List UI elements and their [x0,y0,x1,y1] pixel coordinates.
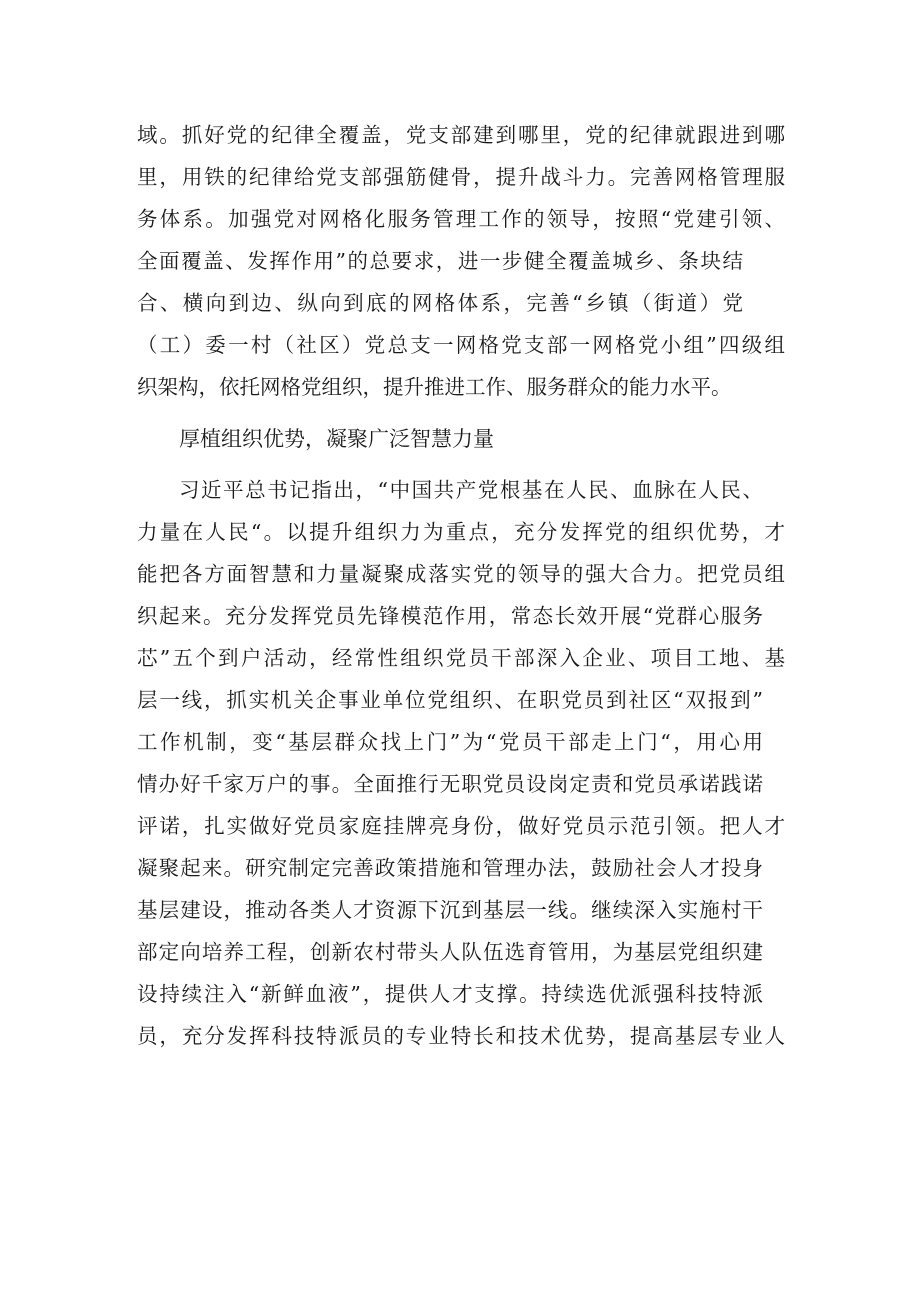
text-line: 能把各方面智慧和力量凝聚成落实党的领导的强大合力。把党员组 [137,562,785,586]
text-line [137,1057,763,1099]
text-line: 凝聚起来。研究制定完善政策措施和管理办法，鼓励社会人才投身 [137,856,763,880]
text-line: 里，用铁的纪律给党支部强筋健骨，提升战斗力。完善网格管理服 [137,165,785,189]
text-line: （工）委一村（社区）党总支一网格党支部一网格党小组”四级组 [137,333,785,357]
text-line: 务体系。加强党对网格化服务管理工作的领导，按照“党建引领、 [137,207,785,231]
text-line: 织架构，依托网格党组织，提升推进工作、服务群众的能力水平。 [137,375,732,399]
text-line: 基层建设，推动各类人才资源下沉到基层一线。继续深入实施村干 [137,898,763,922]
text-line: 设持续注入“新鲜血液”，提供人才支撑。持续选优派强科技特派 [137,982,763,1006]
text-line: 力量在人民“。以提升组织力为重点，充分发挥党的组织优势，才 [137,520,785,544]
text-line: 芯”五个到户活动，经常性组织党员干部深入企业、项目工地、基 [137,646,785,670]
text-line: 评诺，扎实做好党员家庭挂牌亮身份，做好党员示范引领。把人才 [137,814,785,838]
text-line: 域。抓好党的纪律全覆盖，党支部建到哪里，党的纪律就跟进到哪 [137,123,785,147]
text-line: 习近平总书记指出，“中国共产党根基在人民、血脉在人民、 [179,478,763,502]
section-heading: 厚植组织优势，凝聚广泛智慧力量 [179,427,494,451]
text-line: 层一线，抓实机关企事业单位党组织、在职党员到社区“双报到” [137,688,763,712]
text-line: 工作机制，变“基层群众找上门”为“党员干部走上门“，用心用 [137,730,763,754]
text-line: 合、横向到边、纵向到底的网格体系，完善“乡镇（街道）党 [137,291,743,315]
text-line [137,1099,763,1141]
text-line: 全面覆盖、发挥作用”的总要求，进一步健全覆盖城乡、条块结 [137,249,743,273]
text-line: 员，充分发挥科技特派员的专业特长和技术优势，提高基层专业人 [137,1024,785,1048]
text-line: 织起来。充分发挥党员先锋模范作用，常态长效开展“党群心服务 [137,604,763,628]
text-line: 情办好千家万户的事。全面推行无职党员设岗定责和党员承诺践诺 [137,772,763,796]
text-line [137,1183,785,1225]
text-line [137,1141,763,1183]
text-line: 部定向培养工程，创新农村带头人队伍选育管用，为基层党组织建 [137,940,763,964]
